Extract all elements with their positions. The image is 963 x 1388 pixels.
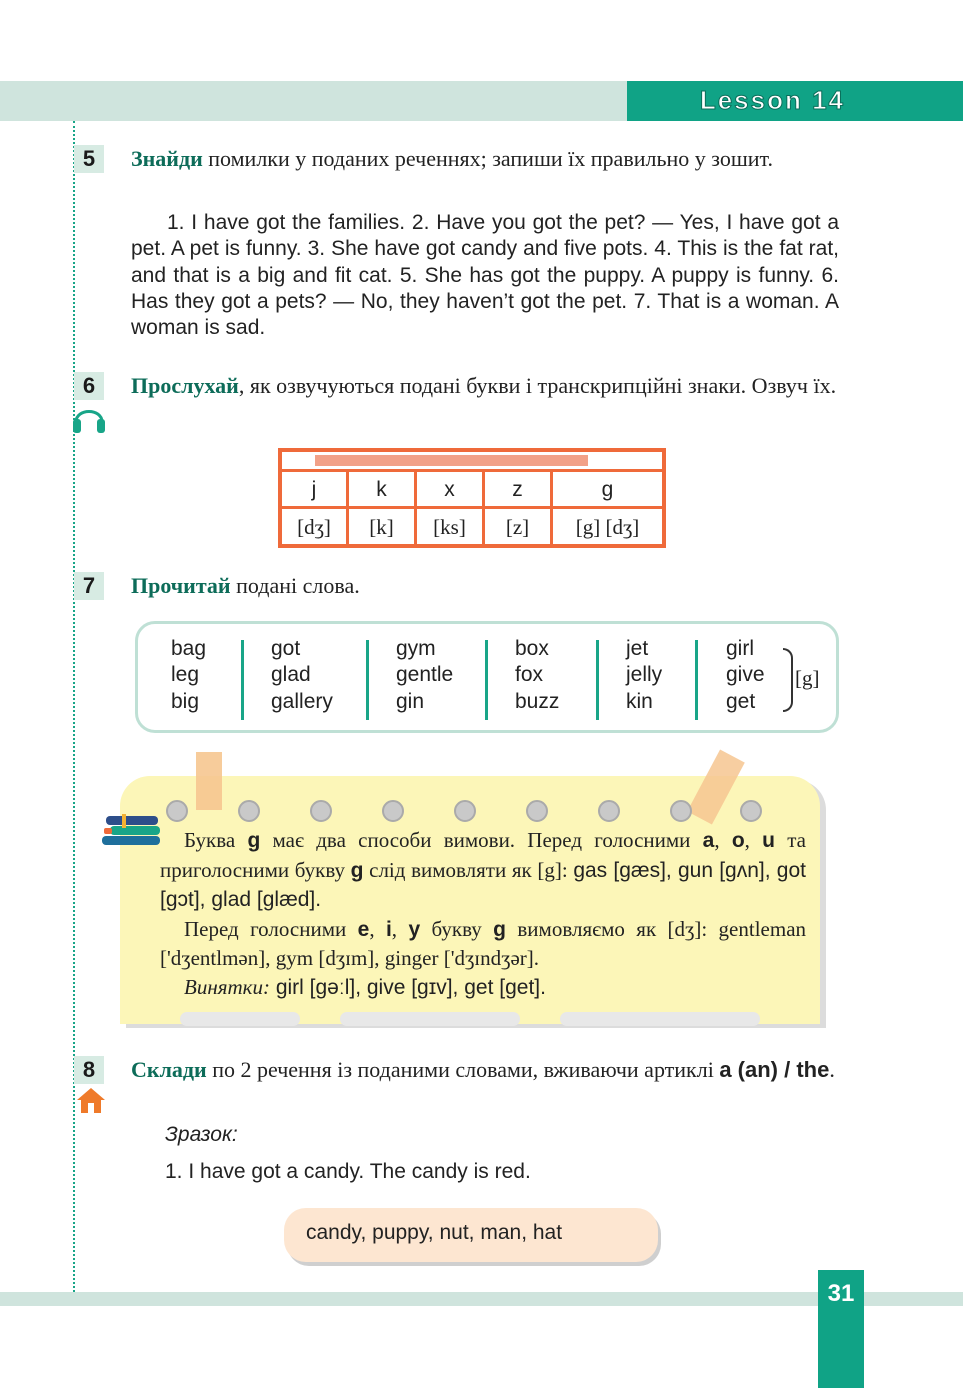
task5-instruction: [131, 145, 839, 173]
column-divider: [596, 640, 599, 720]
word: big: [171, 689, 200, 713]
word-column: [726, 636, 765, 715]
house-icon[interactable]: [76, 1086, 106, 1114]
articles: a (an) / the: [719, 1057, 830, 1082]
column-divider: [485, 640, 488, 720]
margin-dotted-line: [73, 121, 75, 1296]
curly-brace: [783, 648, 793, 712]
word: bag: [171, 637, 207, 660]
spiral-hole: [310, 800, 332, 822]
word-column: [515, 636, 559, 715]
transcription-row: [282, 509, 662, 544]
spiral-hole: [238, 800, 260, 822]
sample-label: Зразок:: [165, 1123, 238, 1146]
note-paragraph-1: Буква g має два способи вимови. Перед голосними a, o, u та приголосними букву g слід вимовляти як [g]: gas [gæs], gun [gʌn], got [gɔt], glad [glæd].: [160, 828, 807, 912]
headphones-icon[interactable]: [72, 402, 106, 434]
word: kin: [626, 689, 653, 713]
task6-keyword: Прослухай: [131, 373, 239, 398]
word: buzz: [515, 689, 560, 713]
torn-edge: [340, 1012, 520, 1026]
torn-edge: [180, 1012, 300, 1026]
rule-note-text: [160, 826, 806, 1003]
task7-instruction-text: подані слова.: [230, 573, 360, 598]
transcription-cell: [ks]: [417, 509, 485, 544]
spiral-hole: [382, 800, 404, 822]
task5-instruction-text: помилки у поданих реченнях; запиши їх правильно у зошит.: [202, 146, 773, 171]
word: give: [726, 663, 765, 687]
column-divider: [366, 640, 369, 720]
word: box: [515, 637, 549, 660]
page-number-box: [818, 1270, 864, 1388]
transcription-cell: [k]: [349, 509, 417, 544]
word: get: [726, 689, 756, 713]
tape-decoration: [196, 752, 222, 810]
column-divider: [695, 640, 698, 720]
word-column: [396, 636, 453, 715]
letter-cell: j: [282, 472, 349, 506]
letter-cell: g: [601, 478, 614, 501]
task-number-7: 7: [74, 572, 104, 600]
task-number-6: 6: [74, 372, 104, 400]
spiral-hole: [670, 800, 692, 822]
word: gin: [396, 689, 425, 713]
word: fox: [515, 663, 544, 687]
transcription-table: [278, 448, 666, 548]
lesson-header: [627, 81, 963, 121]
spiral-hole: [454, 800, 476, 822]
letters-row: [282, 472, 662, 509]
task8-keyword: Склади: [131, 1057, 207, 1082]
transcription-cell: [g] [dʒ]: [575, 515, 640, 539]
word: got: [271, 637, 301, 660]
note-paragraph-3: Винятки: girl [gəːl], give [gɪv], get [get].: [184, 974, 546, 999]
letter-cell: x: [417, 472, 485, 506]
transcription-cell: [dʒ]: [282, 509, 349, 544]
lesson-title: Lesson 14: [699, 85, 845, 115]
letter-cell: z: [485, 472, 553, 506]
task6-instruction-text: , як озвучуються подані букви і транскрипційні знаки. Озвуч їх.: [238, 373, 837, 398]
task6-instruction: [131, 372, 839, 400]
spiral-hole: [598, 800, 620, 822]
books-icon: [100, 810, 164, 846]
spiral-hole: [526, 800, 548, 822]
page-number: 31: [827, 1280, 855, 1307]
task5-sentences: 1. I have got the families. 2. Have you got the pet? — Yes, I have got a pet. A pet is funny. 3. She have got candy and five pots. 4. This is the fat rat, and that is a big and fit cat. 5. She has got the puppy. A puppy is funny. 6. Has they got a pets? — No, they haven’t got the pet. 7. That is a woman. A woman is sad.: [131, 211, 839, 340]
sample-sentence: 1. I have got a candy. The candy is red.: [165, 1160, 531, 1183]
task8-instruction: Склади по 2 речення із поданими словами, вживаючи артиклі a (an) / the.: [131, 1057, 835, 1082]
brace-label: [g]: [795, 666, 820, 690]
column-divider: [241, 640, 244, 720]
transcription-cell: [z]: [485, 509, 553, 544]
task5-keyword: Знайди: [131, 146, 203, 171]
table-top-bar: [282, 452, 662, 472]
word-column: [626, 636, 662, 715]
letter-cell: k: [349, 472, 417, 506]
word: jet: [626, 637, 649, 660]
word-column: [271, 636, 333, 715]
note-paragraph-2: Перед голосними e, i, y букву g вимовляємо як [dʒ]: gentleman ['dʒentlmən], gym [dʒɪm], ginger ['dʒɪndʒər].: [160, 916, 807, 971]
word: girl: [726, 637, 755, 660]
task7-keyword: Прочитай: [131, 573, 231, 598]
torn-edge: [560, 1012, 760, 1026]
task-number-5: 5: [74, 145, 104, 173]
word-bank: candy, puppy, nut, man, hat: [284, 1208, 658, 1262]
task-number-8: 8: [74, 1056, 104, 1084]
word: glad: [271, 663, 311, 687]
word: jelly: [626, 663, 663, 687]
word: gym: [396, 637, 436, 660]
word: leg: [171, 663, 200, 687]
spiral-hole: [740, 800, 762, 822]
word-column: [171, 636, 206, 715]
word: gallery: [271, 689, 333, 713]
spiral-hole: [166, 800, 188, 822]
word: gentle: [396, 663, 454, 687]
task7-instruction: [131, 572, 839, 600]
words-box: [135, 621, 839, 733]
